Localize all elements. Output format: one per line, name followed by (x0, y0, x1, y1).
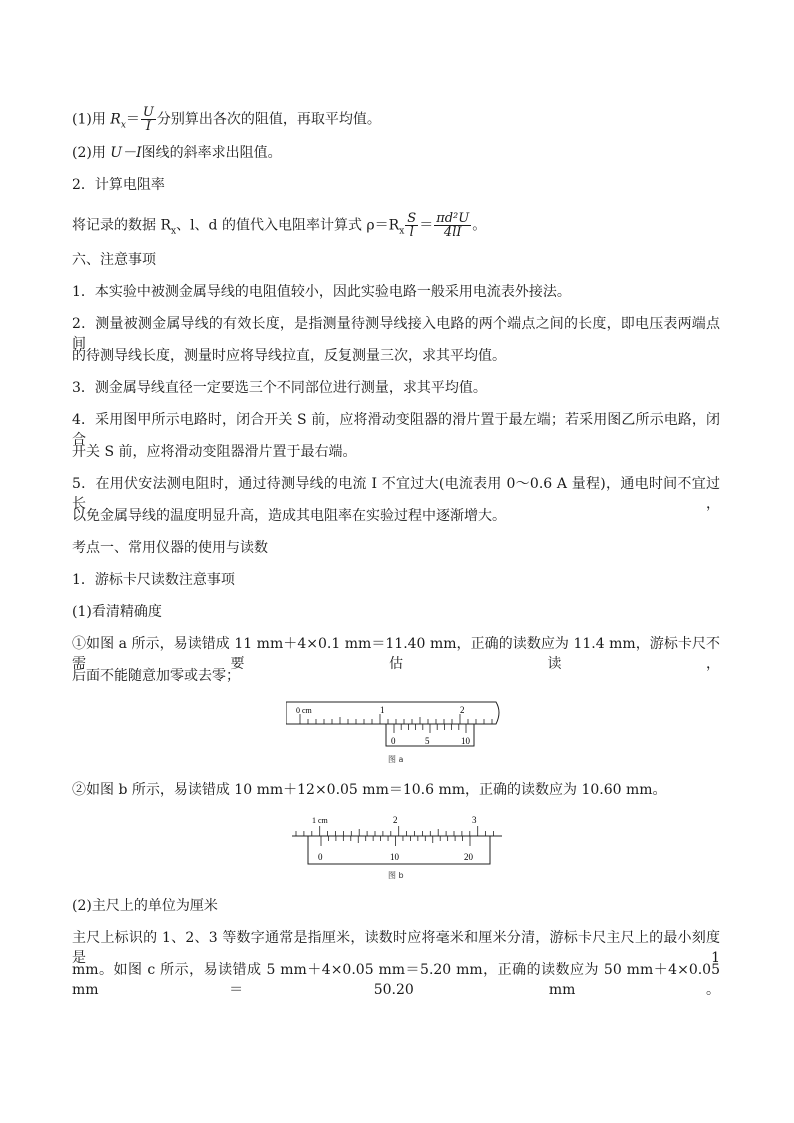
paragraph-1b: 后面不能随意加零或去零； (72, 668, 240, 684)
note-2a: 2．测量被测金属导线的有效长度，是指测量待测导线接入电路的两个端点之间的长度，即电压表两端点间 (72, 316, 720, 352)
note-3: 3．测金属导线直径一定要选三个不同部位进行测量，求其平均值。 (72, 380, 487, 396)
note-5b: 以免金属导线的温度明显升高，造成其电阻率在实验过程中逐渐增大。 (72, 508, 506, 524)
figure-a-caption: 图 a (388, 755, 404, 764)
figure-a-vernier-label-5: 5 (425, 736, 430, 746)
note-4b: 开关 S 前，应将滑动变阻器滑片置于最右端。 (72, 444, 357, 460)
paragraph-3a: 主尺上标识的 1、2、3 等数字通常是指厘米，读数时应将毫米和厘米分清，游标卡尺主尺上的最小刻度是 1 (72, 930, 720, 966)
figure-b-main-label-2: 2 (393, 815, 398, 825)
figure-a-main-label-1: 1 (380, 705, 385, 715)
figure-b-vernier-label-20: 20 (464, 852, 473, 862)
fraction-u-over-i: $\frac{U}{I}$ (142, 105, 154, 134)
figure-b-vernier-label-10: 10 (390, 852, 399, 862)
paragraph-2: ②如图 b 所示，易读错成 10 mm＋12×0.05 mm＝10.6 mm，正确的读数应为 10.60 mm。 (72, 782, 667, 798)
figure-a-main-label-0: 0 cm (296, 706, 312, 715)
heading-compute-resistivity: 2．计算电阻率 (72, 177, 165, 193)
figure-b-vernier-label-0: 0 (318, 852, 323, 862)
figure-b-caption: 图 b (388, 871, 404, 880)
method-line-3: 将记录的数据 $R_x$、l、d 的值代入电阻率计算式 $\rho=R_x$ $\frac{S}{l}$ ＝ $\frac{\text{πd²U}}{4lI}$ 。 (72, 211, 487, 240)
fraction-s-over-l: $\frac{S}{l}$ (407, 211, 417, 240)
note-4a: 4．采用图甲所示电路时，闭合开关 S 前，应将滑动变阻器的滑片置于最左端；若采用图乙所示电路，闭合 (72, 412, 720, 448)
paragraph-3b: mm。如图 c 所示，易读错成 5 mm＋4×0.05 mm＝5.20 mm，正确的读数应为 50 mm＋4×0.05 mm＝50.20 mm。 (72, 962, 720, 998)
figure-b-main-scale-ticks (296, 826, 494, 836)
method-line-1: (1)用 $R_x=$ $\frac{U}{I}$ 分别算出各次的阻值，再取平均值。 (72, 105, 381, 134)
subheading-main-scale-unit: (2)主尺上的单位为厘米 (72, 898, 218, 914)
figure-a-main-label-2: 2 (460, 705, 465, 715)
paragraph-1a: ①如图 a 所示，易读错成 11 mm＋4×0.1 mm＝11.40 mm，正确的读数应为 11.4 mm，游标卡尺不需要估读， (72, 636, 720, 672)
figure-b-vernier-ticks (321, 836, 470, 846)
note-2b: 的待测导线长度，测量时应将导线拉直，反复测量三次，求其平均值。 (72, 348, 506, 364)
vernier-caliper-figure-b (292, 814, 504, 866)
figure-a-vernier-label-0: 0 (391, 736, 396, 746)
figure-a-main-scale-ticks (300, 714, 492, 724)
figure-b-main-label-3: 3 (472, 815, 477, 825)
figure-a-vernier-label-10: 10 (461, 736, 470, 746)
subheading-vernier: 1．游标卡尺读数注意事项 (72, 572, 235, 588)
notes-title: 六、注意事项 (72, 252, 156, 268)
figure-b-main-label-1cm: 1 cm (312, 816, 328, 825)
method-line-2: (2)用 U－I图线的斜率求出阻值。 (72, 145, 282, 161)
subheading-precision: (1)看清精确度 (72, 604, 162, 620)
note-1: 1．本实验中被测金属导线的电阻值较小，因此实验电路一般采用电流表外接法。 (72, 284, 571, 300)
fraction-resistivity: $\frac{\text{πd²U}}{4lI}$ (436, 211, 470, 240)
note-5a: 5．在用伏安法测电阻时，通过待测导线的电流 I 不宜过大(电流表用 0～0.6 A 量程)，通电时间不宜过长， (72, 476, 720, 512)
vernier-caliper-figure-a (286, 700, 516, 750)
figure-a-vernier-ticks (394, 724, 466, 733)
section-title: 考点一、常用仪器的使用与读数 (72, 540, 268, 556)
